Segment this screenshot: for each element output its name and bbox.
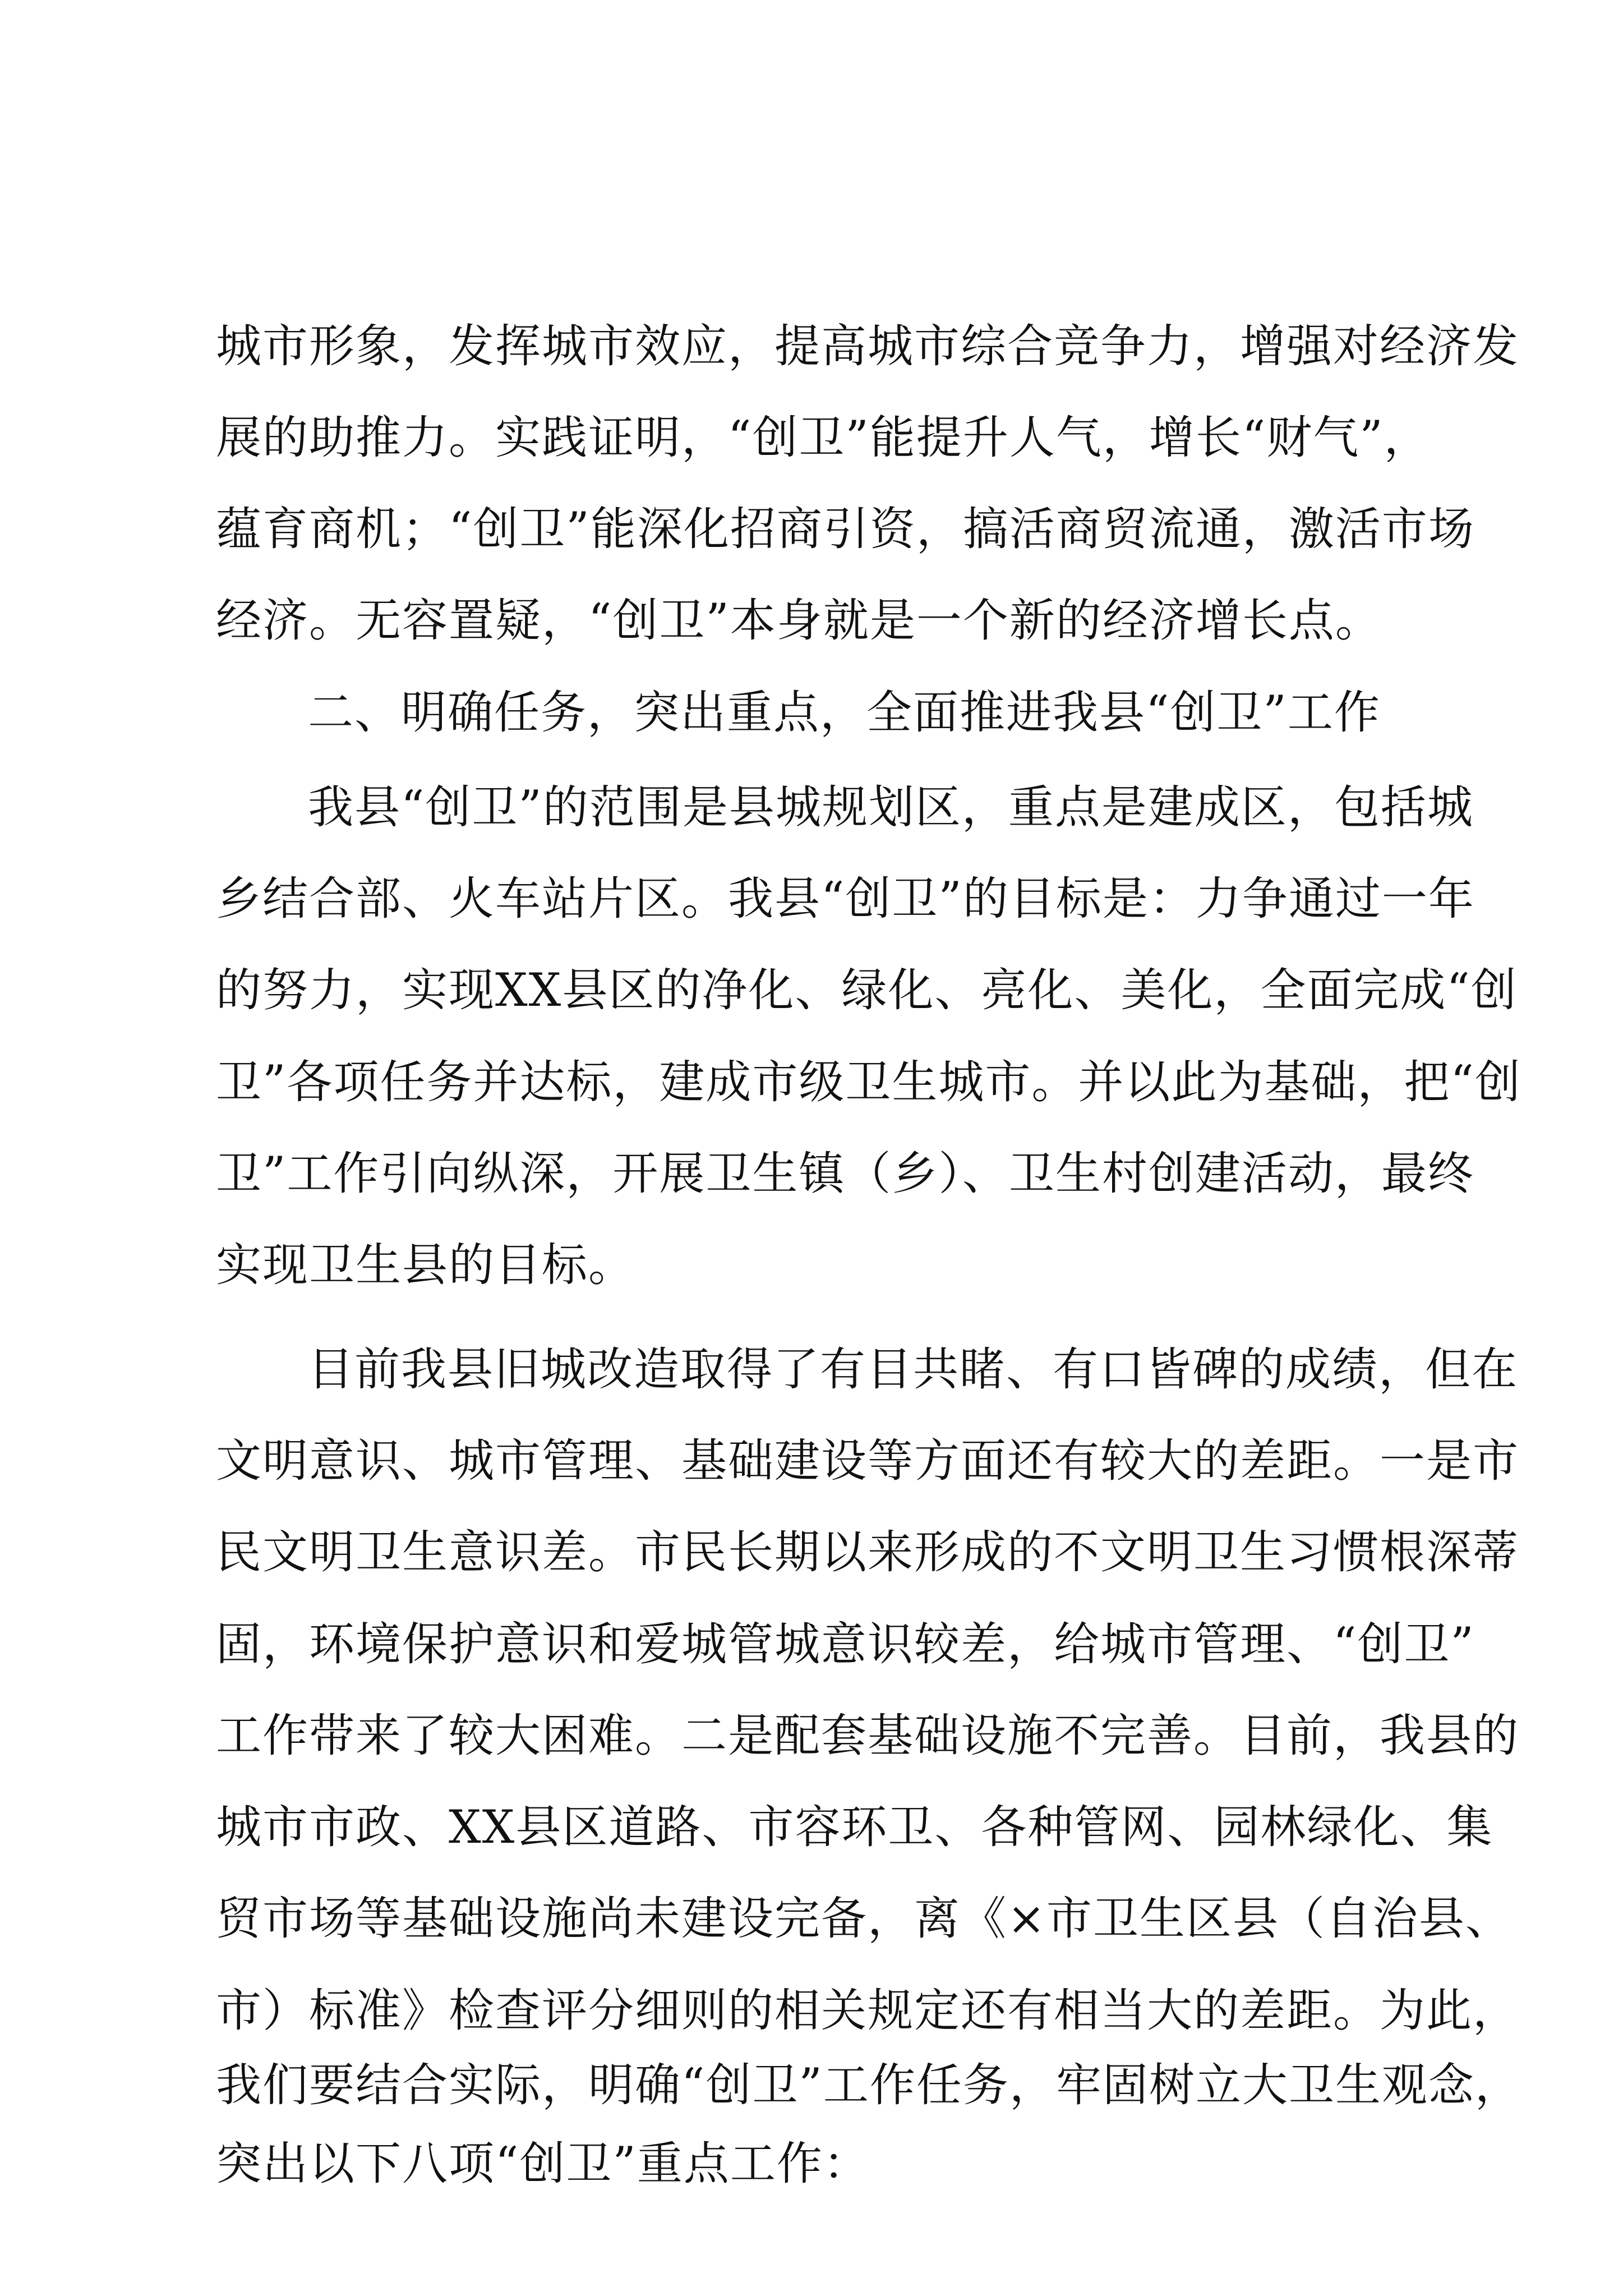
text-line: 实现卫生县的目标。 — [216, 1239, 635, 1292]
text-line: 突出以下八项“创卫”重点工作： — [216, 2138, 870, 2191]
text-line: 卫”工作引向纵深，开展卫生镇（乡）、卫生村创建活动，最终 — [216, 1148, 1474, 1200]
text-line: 工作带来了较大困难。二是配套基础设施不完善。目前，我县的 — [216, 1710, 1520, 1763]
text-line: 市）标准》检查评分细则的相关规定还有相当大的差距。为此， — [216, 1985, 1520, 2037]
section-heading: 二、明确任务，突出重点，全面推进我县“创卫”工作 — [308, 687, 1381, 739]
text-line: 固，环境保护意识和爱城管城意识较差，给城市管理、“创卫” — [216, 1618, 1475, 1671]
text-line: 蕴育商机；“创卫”能深化招商引资，搞活商贸流通，激活市场 — [216, 503, 1475, 556]
text-line: 城市形象，发挥城市效应，提高城市综合竞争力，增强对经济发 — [216, 320, 1520, 373]
text-line: 我们要结合实际，明确“创卫”工作任务，牢固树立大卫生观念， — [216, 2059, 1521, 2112]
text-line: 展的助推力。实践证明，“创卫”能提升人气，增长“财气”， — [216, 412, 1431, 464]
text-line: 民文明卫生意识差。市民长期以来形成的不文明卫生习惯根深蒂 — [216, 1526, 1520, 1579]
text-line: 经济。无容置疑，“创卫”本身就是一个新的经济增长点。 — [216, 595, 1382, 647]
text-line: 我县“创卫”的范围是县城规划区，重点是建成区，包括城 — [308, 781, 1474, 834]
text-line: 贸市场等基础设施尚未建设完备，离《×市卫生区县（自治县、 — [216, 1893, 1512, 1945]
text-line: 目前我县旧城改造取得了有目共睹、有口皆碑的成绩，但在 — [308, 1343, 1519, 1396]
text-line: 卫”各项任务并达标，建成市级卫生城市。并以此为基础，把“创 — [216, 1056, 1521, 1109]
text-line: 文明意识、城市管理、基础建设等方面还有较大的差距。一是市 — [216, 1435, 1520, 1488]
text-line: 乡结合部、火车站片区。我县“创卫”的目标是：力争通过一年 — [216, 873, 1475, 926]
text-line: 城市市政、XX县区道路、市容环卫、各种管网、园林绿化、集 — [216, 1801, 1493, 1854]
text-line: 的努力，实现XX县区的净化、绿化、亮化、美化，全面完成“创 — [216, 964, 1518, 1017]
